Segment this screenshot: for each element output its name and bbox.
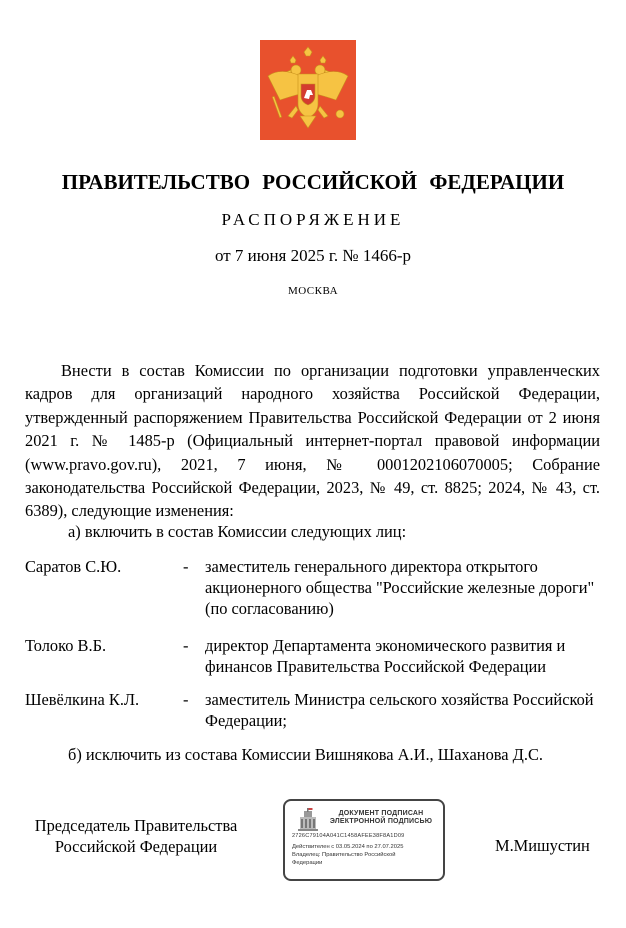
- intro-paragraph: [25, 359, 600, 523]
- member-dash: -: [183, 690, 189, 709]
- item-a: а) включить в состав Комиссии следующих лиц:: [68, 522, 407, 541]
- intro-rest: кадров для организаций народного хозяйства Российской Федерации, утвержденный распоряжением Правительства Российской Федерации от 2 июня 2021 г. № 1485-р (Официальный интернет-портал правовой информации (www.pravo.gov.ru), 2021, 7 июня, № 0001202106070005; Собрание законодательства Российской Федерации, 2023, № 49, ст. 8825; 2024, № 43, ст. 6389), следующие изменения:: [25, 384, 600, 521]
- stamp-owner-line-2: Федерации: [292, 860, 323, 866]
- stamp-validity: Действителен с 03.05.2024 по 27.07.2025: [292, 844, 404, 850]
- document-city: МОСКВА: [287, 285, 339, 297]
- document-type: РАСПОРЯЖЕНИЕ: [221, 210, 405, 229]
- intro-line-1: Внести в состав Комиссии по организации подготовки управленческих: [61, 361, 600, 380]
- electronic-signature-stamp: [283, 799, 445, 881]
- member-name: Саратов С.Ю.: [25, 557, 122, 576]
- member-position: директор Департамента экономического развития и финансов Правительства Российской Федерации: [205, 636, 566, 676]
- signatory-name: М.Мишустин: [495, 836, 590, 855]
- signatory-title-line-1: Председатель Правительства: [34, 816, 238, 835]
- stamp-title: ДОКУМЕНТ ПОДПИСАН ЭЛЕКТРОННОЙ ПОДПИСЬЮ: [329, 810, 433, 825]
- member-dash: -: [183, 636, 189, 655]
- member-name: Толоко В.Б.: [25, 636, 107, 655]
- signatory-title-line-2: Российской Федерации: [54, 837, 218, 856]
- member-row: [25, 689, 605, 733]
- stamp-owner-line-1: Владелец: Правительство Российской: [292, 852, 396, 858]
- item-b: б) исключить из состава Комиссии Вишнякова А.И., Шаханова Д.С.: [68, 745, 543, 764]
- member-position: заместитель генерального директора открытого акционерного общества "Российские железные дороги" (по согласованию): [205, 557, 595, 618]
- member-row: [25, 635, 605, 679]
- government-title: ПРАВИТЕЛЬСТВО РОССИЙСКОЙ ФЕДЕРАЦИИ: [61, 170, 565, 194]
- member-row: [25, 556, 605, 622]
- government-building-icon: [295, 807, 321, 833]
- signatory-title: [25, 815, 247, 857]
- stamp-certificate: 2726C79104A041C1458AFEE38F8A1D09: [292, 833, 405, 839]
- coat-of-arms-icon: [260, 40, 356, 140]
- document-date-number: от 7 июня 2025 г. № 1466-р: [214, 246, 412, 265]
- member-dash: -: [183, 557, 189, 576]
- member-position: заместитель Министра сельского хозяйства Российской Федерации;: [205, 690, 594, 730]
- member-name: Шевёлкина К.Л.: [25, 690, 140, 709]
